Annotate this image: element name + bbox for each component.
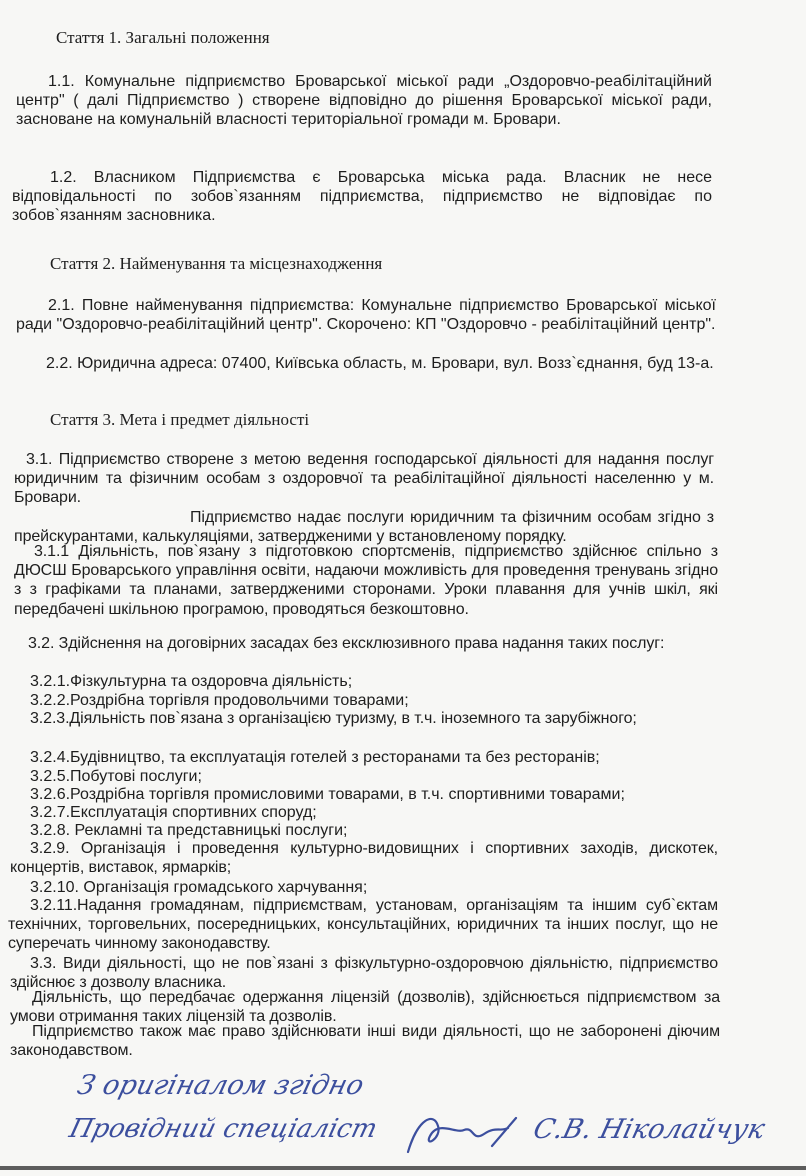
service-list-item: 3.2.6.Роздрібна торгівля промисловими товарами, в т.ч. спортивними товарами; <box>30 786 625 803</box>
article-2-heading: Стаття 2. Найменування та місцезнаходження <box>50 254 383 273</box>
service-list-item: 3.2.9. Організація і проведення культурно-видовищних і спортивних заходів, дискотек, концертів, виставок, ярмарків; <box>10 840 718 877</box>
scan-bottom-edge <box>0 1166 806 1170</box>
service-list-item: 3.2.1.Фізкультурна та оздоровча діяльність; <box>30 673 353 690</box>
article-3-paragraph-5: 3.3. Види діяльності, що не пов`язані з фізкультурно-оздоровчою діяльністю, підприємство здійснює з дозволу власника. <box>10 955 718 992</box>
service-list-item: 3.2.7.Експлуатація спортивних споруд; <box>30 804 317 821</box>
article-1-paragraph-1: 1.1. Комунальне підприємство Броварської міської ради „Оздоровчо-реабілітаційний центр" ( далі Підприємство ) створене відповідно до рішення Броварської міської ради, засноване на комунальній власності територіальної громади м. Бровари. <box>16 73 712 129</box>
service-list-item: 3.2.10. Організація громадського харчування; <box>30 879 368 896</box>
article-3-paragraph-7: Підприємство також має право здійснювати інші види діяльності, що не заборонені діючим законодавством. <box>10 1023 720 1060</box>
service-list-item: 3.2.11.Надання громадянам, підприємствам, установам, організаціям та іншим суб`єктам технічних, торговельних, посередницьких, консультаційних, юридичних та інших послуг, що не суперечать чинному законодавству. <box>8 897 718 953</box>
certification-line-2: Провідний спеціаліст <box>66 1114 381 1144</box>
article-2-paragraph-1: 2.1. Повне найменування підприємства: Комунальне підприємство Броварської міської ради "Оздоровчо-реабілітаційний центр". Скорочено: КП "Оздоровчо - реабілітаційний центр". <box>16 297 716 334</box>
article-1-heading: Стаття 1. Загальні положення <box>56 28 270 47</box>
signature-scribble <box>404 1108 522 1160</box>
article-3-paragraph-1: 3.1. Підприємство створене з метою ведення господарської діяльності для надання послуг юридичним та фізичним особам з оздоровчої та реабілітаційної діяльності населенню у м. Бровари. <box>14 451 714 507</box>
service-list-item: 3.2.2.Роздрібна торгівля продовольчими товарами; <box>30 692 409 709</box>
article-3-heading: Стаття 3. Мета і предмет діяльності <box>50 410 310 429</box>
service-list-item: 3.2.4.Будівництво, та експлуатація готелей з ресторанами та без ресторанів; <box>30 749 600 766</box>
article-2-paragraph-2: 2.2. Юридична адреса: 07400, Київська область, м. Бровари, вул. Возз`єднання, буд 13-а. <box>46 355 714 372</box>
article-3-paragraph-2: Підприємство надає послуги юридичним та фізичним особам згідно з прейскурантами, калькуляціями, затвердженими у встановленому порядку. <box>14 509 714 546</box>
service-list-item: 3.2.5.Побутові послуги; <box>30 768 202 785</box>
service-list-item: 3.2.3.Діяльність пов`язана з організацією туризму, в т.ч. іноземного та зарубіжного; <box>30 710 637 727</box>
signer-name: С.В. Ніколайчук <box>530 1114 768 1145</box>
article-3-paragraph-4: 3.2. Здійснення на договірних засадах без ексклюзивного права надання таких послуг: <box>28 635 665 652</box>
certification-line-1: З оригіналом згідно <box>74 1070 367 1101</box>
article-1-paragraph-2: 1.2. Власником Підприємства є Броварська міська рада. Власник не несе відповідальності по зобов`язанням підприємства, підприємство не відповідає по зобов`язанням засновника. <box>12 169 712 225</box>
service-list-item: 3.2.8. Рекламні та представницькі послуги; <box>30 822 348 839</box>
article-3-paragraph-3: 3.1.1 Діяльність, пов`язану з підготовкою спортсменів, підприємство здійснює спільно з ДЮСШ Броварського управління освіти, надаючи можливість для проведення тренувань згідно з з графіками та планами, затвердженими сторонами. Уроки плавання для учнів шкіл, які передбачені шкільною програмою, проводяться безкоштовно. <box>14 543 718 618</box>
article-3-paragraph-6: Діяльність, що передбачає одержання ліцензій (дозволів), здійснюється підприємством за умови отримання таких ліцензій та дозволів. <box>10 989 720 1026</box>
